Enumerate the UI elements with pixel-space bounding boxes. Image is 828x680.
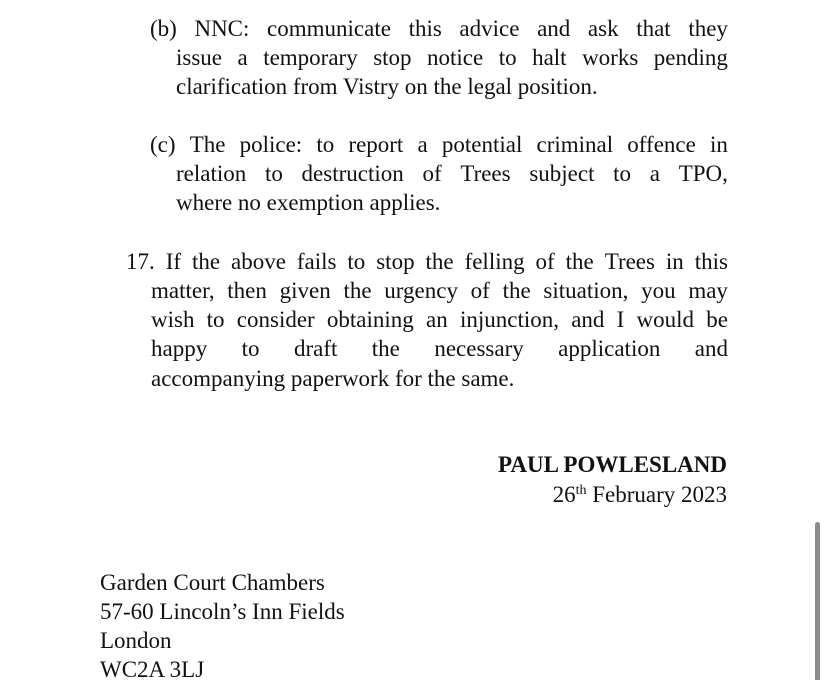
word: stop (373, 45, 412, 70)
word: may (688, 278, 728, 303)
word: stop (376, 249, 415, 274)
word: then (227, 278, 267, 303)
word: works (582, 45, 639, 70)
word: Trees (460, 161, 511, 186)
word: in (665, 249, 684, 274)
word: and (537, 16, 571, 41)
word: to (241, 336, 260, 361)
item-c-line-2 (176, 159, 728, 188)
address-line-4: WC2A 3LJ (100, 657, 205, 680)
word: the (565, 249, 594, 274)
word: police: (239, 132, 303, 157)
word: you (641, 278, 676, 303)
address-line-1: Garden Court Chambers (100, 570, 325, 595)
para-17-line-1 (126, 247, 728, 276)
word: of (422, 161, 442, 186)
signature-date (553, 480, 727, 509)
word: to (316, 132, 335, 157)
word: criminal (536, 132, 614, 157)
item-b-line-1 (150, 14, 728, 43)
word: to (498, 45, 517, 70)
word: I (616, 307, 625, 332)
word: If (165, 249, 182, 274)
word: the (371, 336, 400, 361)
word: they (688, 16, 728, 41)
word: consider (236, 307, 315, 332)
word: a (237, 45, 248, 70)
item-b-line-3: clarification from Vistry on the legal position. (176, 74, 598, 99)
word: temporary (263, 45, 358, 70)
item-c-line-1 (150, 130, 728, 159)
word: be (706, 307, 728, 332)
word: the (343, 278, 372, 303)
date-suffix: th (575, 483, 587, 498)
para-17-line-5: accompanying paperwork for the same. (151, 366, 515, 391)
date-month-year: February 2023 (586, 482, 727, 507)
word: above (231, 249, 286, 274)
word: situation, (543, 278, 629, 303)
word: this (694, 249, 728, 274)
word: application (558, 336, 661, 361)
word: advice (459, 16, 520, 41)
address-line-2: 57-60 Lincoln’s Inn Fields (100, 599, 345, 624)
word: injunction, (459, 307, 559, 332)
word: the (502, 278, 531, 303)
word: that (636, 16, 671, 41)
vertical-scrollbar[interactable] (815, 522, 820, 680)
word: to (347, 249, 366, 274)
word: the (191, 249, 221, 274)
word: to (264, 161, 283, 186)
word: to (206, 307, 225, 332)
date-day: 26 (552, 482, 576, 507)
word: and (694, 336, 728, 361)
word: felling (464, 249, 525, 274)
word: notice (427, 45, 484, 70)
word: happy (151, 336, 208, 361)
word: The (189, 132, 226, 157)
word: destruction (301, 161, 404, 186)
word: matter, (151, 278, 215, 303)
word: communicate (267, 16, 391, 41)
word: draft (293, 336, 338, 361)
item-b-line-2 (176, 43, 728, 72)
word: (c) (150, 132, 176, 157)
word: 17. (126, 249, 155, 274)
word: in (709, 132, 728, 157)
word: of (535, 249, 555, 274)
para-17-line-2 (151, 276, 728, 305)
word: urgency (384, 278, 458, 303)
word: fails (296, 249, 337, 274)
word: a (417, 132, 428, 157)
address-line-3: London (100, 628, 172, 653)
item-c-line-3: where no exemption applies. (176, 190, 441, 215)
word: necessary (434, 336, 524, 361)
word: potential (441, 132, 523, 157)
word: an (426, 307, 448, 332)
para-17-line-4 (151, 334, 728, 363)
word: given (279, 278, 331, 303)
word: (b) (150, 16, 177, 41)
word: halt (532, 45, 567, 70)
signatory-name: PAUL POWLESLAND (498, 452, 727, 477)
word: subject (529, 161, 595, 186)
word: wish (151, 307, 195, 332)
word: a (649, 161, 660, 186)
word: issue (176, 45, 222, 70)
word: would (636, 307, 695, 332)
word: pending (653, 45, 728, 70)
word: offence (627, 132, 696, 157)
para-17-line-3 (151, 305, 728, 334)
word: of (470, 278, 490, 303)
word: and (571, 307, 605, 332)
word: the (425, 249, 454, 274)
word: to (613, 161, 632, 186)
word: obtaining (326, 307, 414, 332)
word: relation (176, 161, 247, 186)
word: TPO, (678, 161, 728, 186)
word: this (408, 16, 442, 41)
word: ask (587, 16, 619, 41)
word: Trees (604, 249, 655, 274)
word: NNC: (194, 16, 250, 41)
word: report (348, 132, 404, 157)
